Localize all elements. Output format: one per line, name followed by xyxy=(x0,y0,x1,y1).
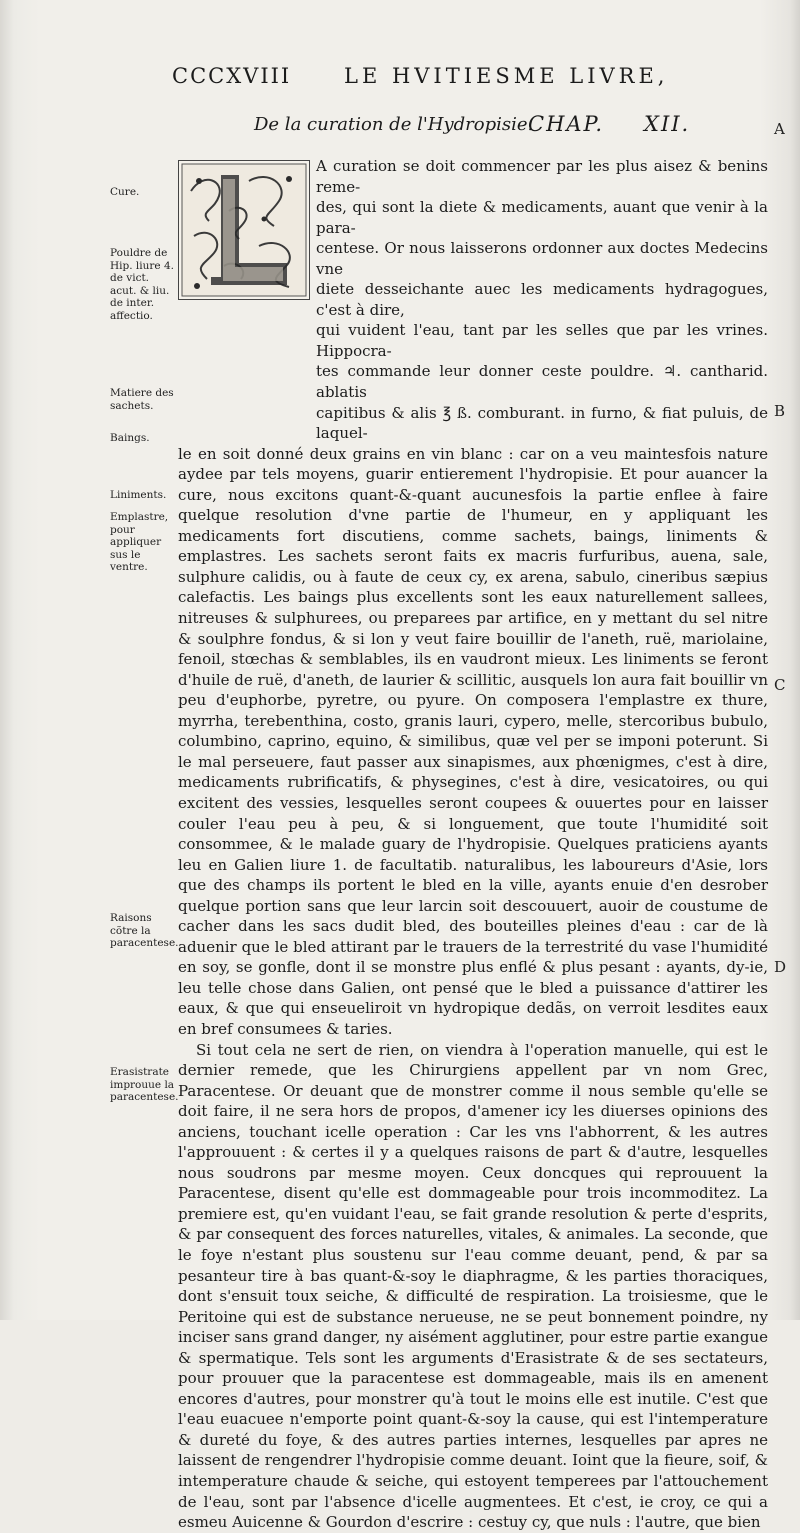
text-line: centese. Or nous laisserons ordonner aux doctes Medecins vne xyxy=(316,239,768,278)
margin-note: Baings. xyxy=(110,432,150,444)
text-line: capitibus & alis ℥ ß. comburant. in furno, & fiat puluis, de laquel- xyxy=(316,403,768,443)
margin-note: Emplastre, pour appliquer sus le ventre. xyxy=(110,511,169,573)
margin-note: Cure. xyxy=(110,186,140,198)
chapter-heading xyxy=(254,112,724,142)
folio-number: CCCXVIII xyxy=(172,64,292,88)
text-line: A curation se doit commencer par les plus aisez & benins reme- xyxy=(316,157,768,196)
margin-note: Matiere des sachets. xyxy=(110,387,174,412)
section-marker-a: A xyxy=(774,120,785,138)
section-marker-c: C xyxy=(774,676,786,694)
chapter-label: CHAP. xyxy=(528,112,605,136)
paragraph: Si tout cela ne sert de rien, on viendra à l'operation manuelle, qui est le dernier remede, que les Chirurgiens appellent par vn nom Grec, Paracentese. Or deuant que de monstrer comme il nous semble qu'elle se doit faire, il ne sera hors de propos, d'amener icy les diuerses opinions des anciens, touchant icelle operation : Car les vns l'abhorrent, & les autres l'approuuent : & certes il y a quelques raisons de part & d'autre, lesquelles nous soudrons par mesme moyen. Ceux doncques qui reprouuent la Paracentese, disent qu'elle est dommageable pour trois incommoditez. La premiere est, qu'en vuidant l'eau, se fait grande resolution & perte d'esprits, & par consequent des forces naturelles, vitales, & animales. La seconde, que le foye n'estant plus soustenu sur l'eau comme deuant, pend, & par sa pesanteur tire à bas quant-&-soy le diaphragme, & les parties thoraciques, dont s'ensuit toux seiche, & difficulté de respiration. La troisiesme, que le Peritoine qui est de substance nerueuse, ne se peut bonnement poindre, ny inciser sans grand danger, ny aisément agglutiner, pour estre partie exangue & spermatique. Tels sont les arguments d'Erasistrate & de ses sectateurs, pour prouuer que la paracentese est dommageable, mais ils en amenent encores d'autres, pour monstrer qu'à tout le moins elle est inutile. C'est que l'eau euacuee n'emporte point quant-&-soy la cause, qui est l'intemperature & dureté du foye, & des autres parties internes, lesquelles par apres ne laissent de rengendrer l'hydropisie comme deuant. Ioint que la fieure, soif, & intemperature chaude & seiche, qui estoyent temperees par l'attouchement de l'eau, sont par l'absence d'icelle augmentees. Et c'est, ie croy, ce qui a esmeu Auicenne & Gourdon d'escrire : cestuy cy, que nuls : l'autre, que bien xyxy=(178,1040,768,1532)
chapter-body xyxy=(178,156,768,1533)
running-head xyxy=(172,64,672,98)
book-title: LE HVITIESME LIVRE, xyxy=(344,64,669,88)
section-marker-b: B xyxy=(774,402,786,420)
text-line: tes commande leur donner ceste pouldre. ♃. cantharid. ablatis xyxy=(316,362,768,402)
paragraph: le en soit donné deux grains en vin blanc : car on a veu maintesfois nature aydee par tels moyens, guarir entierement l'hydropisie. Et pour auancer la cure, nous excitons quant-&-quant aucunesfois la partie enflee à faire quelque resolution d'vne partie de l'humeur, en y appliquant les medicaments fort discutiens, comme sachets, baings, liniments & emplastres. Les sachets seront faits ex macris furfuribus, auena, sale, sulphure calidis, ou à faute de ceux cy, ex arena, sabulo, cineribus sæpius calefactis. Les baings plus excellents sont les eaux naturellement sallees, nitreuses & sulphurees, ou preparees par artifice, en y mettant du sel nitre & soulphre fondus, & si lon y veut faire bouillir de l'aneth, ruë, mariolaine, fenoil, stœchas & semblables, ils en vaudront mieux. Les liniments se feront d'huile de ruë, d'aneth, de laurier & scillitic, ausquels lon aura fait bouillir vn peu d'euphorbe, pyretre, ou pyure. On composera l'emplastre ex thure, myrrha, terebenthina, costo, granis lauri, cypero, melle, stercoribus bubulo, columbino, caprino, equino, & similibus, quæ vel per se imponi poterunt. Si le mal perseuere, faut passer aux sinapismes, aux phœnigmes, c'est à dire, medicaments rubrificatifs, & physegines, c'est à dire, vesicatoires, ou qui excitent des vessies, lesquelles seront coupees & ouuertes pour en laisser couler l'eau peu à peu, & si longuement, que toute l'humidité soit consommee, & le malade guary de l'hydropisie. Quelques praticiens ayants leu en Galien liure 1. de facultatib. naturalibus, les laboureurs d'Asie, lors que des champs ils portent le bled en la ville, ayants enuie d'en desrober quelque portion sans que leur larcin soit descouuert, auoir de coustume de cacher dans les sacs dudit bled, des bouteilles pleines d'eau : car de là aduenir que le bled attirant par le trauers de la terrestrité du vase l'humidité en soy, se gonfle, dont il se monstre plus enflé & plus pesant : ayants, dy-ie, leu telle chose dans Galien, ont pensé que le bled a puissance d'attirer les eaux, & que qui enseueliroit vn hydropique dedãs, on verroit lesdites eaux en bref consumees & taries. xyxy=(178,444,768,1038)
margin-note: Erasistrate improuue la paracentese. xyxy=(110,1066,179,1103)
margin-note: Liniments. xyxy=(110,489,167,501)
text-line: des, qui sont la diete & medicaments, auant que venir à la para- xyxy=(316,198,768,237)
section-marker-d: D xyxy=(774,958,787,976)
margin-note: Pouldre de Hip. liure 4. de vict. acut. & liu. de inter. affectio. xyxy=(110,247,174,322)
chapter-title: De la curation de l'Hydropisie. xyxy=(254,114,534,135)
margin-note: Raisons cõtre la paracentese. xyxy=(110,912,179,949)
text-line: diete desseichante auec les medicaments hydragogues, c'est à dire, xyxy=(316,280,768,319)
text-line: qui vuident l'eau, tant par les selles que par les vrines. Hippocra- xyxy=(316,321,768,360)
chapter-number: XII. xyxy=(644,112,691,136)
